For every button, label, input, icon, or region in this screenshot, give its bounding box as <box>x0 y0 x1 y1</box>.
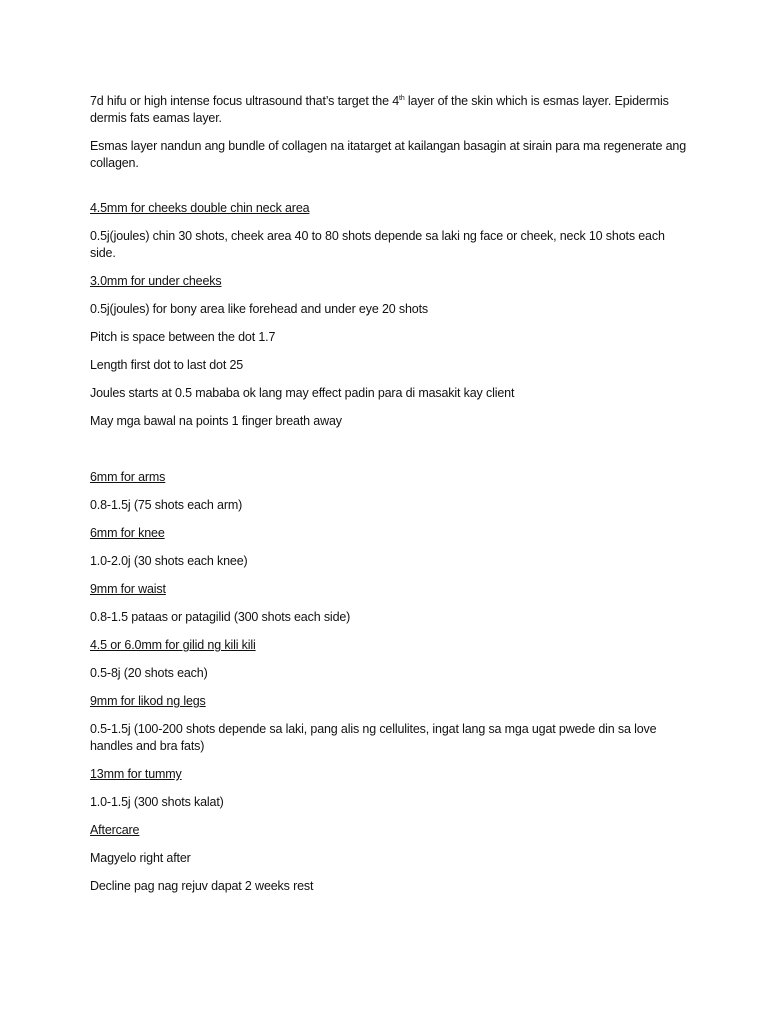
kili-kili-paragraph: 0.5-8j (20 shots each) <box>90 666 208 680</box>
bawal-points-paragraph: May mga bawal na points 1 finger breath away <box>90 414 342 428</box>
spacer <box>90 441 690 469</box>
length-paragraph: Length first dot to last dot 25 <box>90 358 244 372</box>
intro-text-end: layer of the skin which is esmas layer. Epidermis dermis fats eamas layer. <box>90 94 669 125</box>
knee-paragraph: 1.0-2.0j (30 shots each knee) <box>90 554 248 568</box>
heading-under-cheeks: 3.0mm for under cheeks <box>90 274 222 288</box>
pitch-paragraph: Pitch is space between the dot 1.7 <box>90 330 276 344</box>
heading-aftercare: Aftercare <box>90 823 140 837</box>
intro-text-start: 7d hifu or high intense focus ultrasound that’s target the 4 <box>90 94 400 108</box>
heading-cheeks: 4.5mm for cheeks double chin neck area <box>90 201 310 215</box>
waist-paragraph: 0.8-1.5 pataas or patagilid (300 shots each side) <box>90 610 351 624</box>
spacer <box>90 183 690 200</box>
joules-paragraph: Joules starts at 0.5 mababa ok lang may effect padin para di masakit kay client <box>90 386 515 400</box>
heading-legs: 9mm for likod ng legs <box>90 694 206 708</box>
aftercare-paragraph-2: Decline pag nag rejuv dapat 2 weeks rest <box>90 879 314 893</box>
tummy-paragraph: 1.0-1.5j (300 shots kalat) <box>90 795 224 809</box>
heading-tummy: 13mm for tummy <box>90 767 182 781</box>
esmas-paragraph: Esmas layer nandun ang bundle of collagen na itatarget at kailangan basagin at sirain para ma regenerate ang collagen. <box>90 139 687 170</box>
bony-area-paragraph: 0.5j(joules) for bony area like forehead and under eye 20 shots <box>90 302 428 316</box>
arms-paragraph: 0.8-1.5j (75 shots each arm) <box>90 498 243 512</box>
intro-paragraph <box>90 93 690 127</box>
cheeks-paragraph: 0.5j(joules) chin 30 shots, cheek area 40 to 80 shots depende sa laki ng face or cheek, neck 10 shots each side. <box>90 229 665 260</box>
heading-waist: 9mm for waist <box>90 582 166 596</box>
heading-kili-kili: 4.5 or 6.0mm for gilid ng kili kili <box>90 638 256 652</box>
document-body <box>90 93 690 906</box>
aftercare-paragraph-1: Magyelo right after <box>90 851 191 865</box>
legs-paragraph: 0.5-1.5j (100-200 shots depende sa laki, pang alis ng cellulites, ingat lang sa mga ugat pwede din sa love handles and bra fats) <box>90 722 657 753</box>
heading-arms: 6mm for arms <box>90 470 166 484</box>
heading-knee: 6mm for knee <box>90 526 165 540</box>
ordinal-superscript: th <box>399 95 405 102</box>
